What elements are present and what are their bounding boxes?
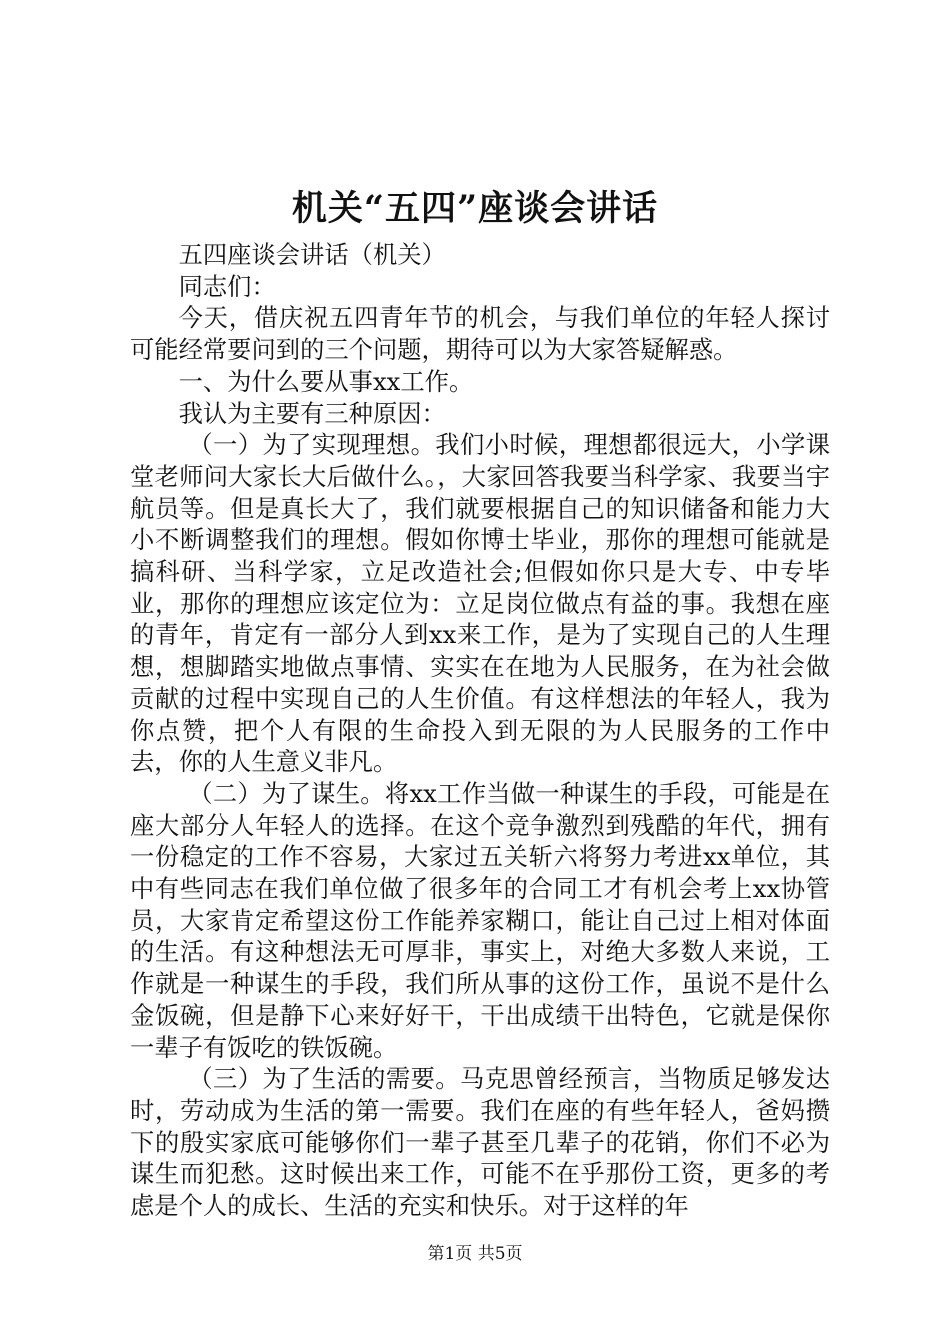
salutation-paragraph: 同志们： [178, 271, 276, 301]
page-footer: 第1页 共5页 [427, 1244, 523, 1264]
intro-paragraph: 今天，借庆祝五四青年节的机会，与我们单位的年轻人探讨可能经常要问到的三个问题，期待可以为大家答疑解惑。 [130, 303, 830, 365]
reasons-intro-paragraph: 我认为主要有三种原因： [178, 398, 446, 428]
reason-three-paragraph: （三）为了生活的需要。马克思曾经预言，当物质足够发达时，劳动成为生活的第一需要。我们在座的有些年轻人，爸妈攒下的殷实家底可能够你们一辈子甚至几辈子的花销，你们不必为谋生而犯愁。这时候出来工作，可能不在乎那份工资，更多的考虑是个人的成长、生活的充实和快乐。对于这样的年 [130, 1064, 830, 1221]
reason-two-paragraph: （二）为了谋生。将xx工作当做一种谋生的手段，可能是在座大部分人年轻人的选择。在这个竞争激烈到残酷的年代，拥有一份稳定的工作不容易，大家过五关斩六将努力考进xx单位，其中有些同志在我们单位做了很多年的合同工才有机会考上xx协管员，大家肯定希望这份工作能养家糊口，能让自己过上相对体面的生活。有这种想法无可厚非，事实上，对绝大多数人来说，工作就是一种谋生的手段，我们所从事的这份工作，虽说不是什么金饭碗，但是静下心来好好干，干出成绩干出特色，它就是保你一辈子有饭吃的铁饭碗。 [130, 778, 830, 1062]
reason-one-paragraph: （一）为了实现理想。我们小时候，理想都很远大，小学课堂老师问大家长大后做什么。，大家回答我要当科学家、我要当宇航员等。但是真长大了，我们就要根据自己的知识储备和能力大小不断调整我们的理想。假如你博士毕业，那你的理想可能就是搞科研、当科学家，立足改造社会;但假如你只是大专、中专毕业，那你的理想应该定位为：立足岗位做点有益的事。我想在座的青年，肯定有一部分人到xx来工作，是为了实现自己的人生理想，想脚踏实地做点事情、实实在在地为人民服务，在为社会做贡献的过程中实现自己的人生价值。有这样想法的年轻人，我为你点赞，把个人有限的生命投入到无限的为人民服务的工作中去，你的人生意义非凡。 [130, 430, 830, 777]
section-heading: 一、为什么要从事xx工作。 [178, 366, 474, 396]
subtitle-paragraph: 五四座谈会讲话（机关） [178, 240, 446, 269]
document-body [130, 239, 830, 1222]
document-title: 机关“五四”座谈会讲话 [291, 188, 659, 229]
